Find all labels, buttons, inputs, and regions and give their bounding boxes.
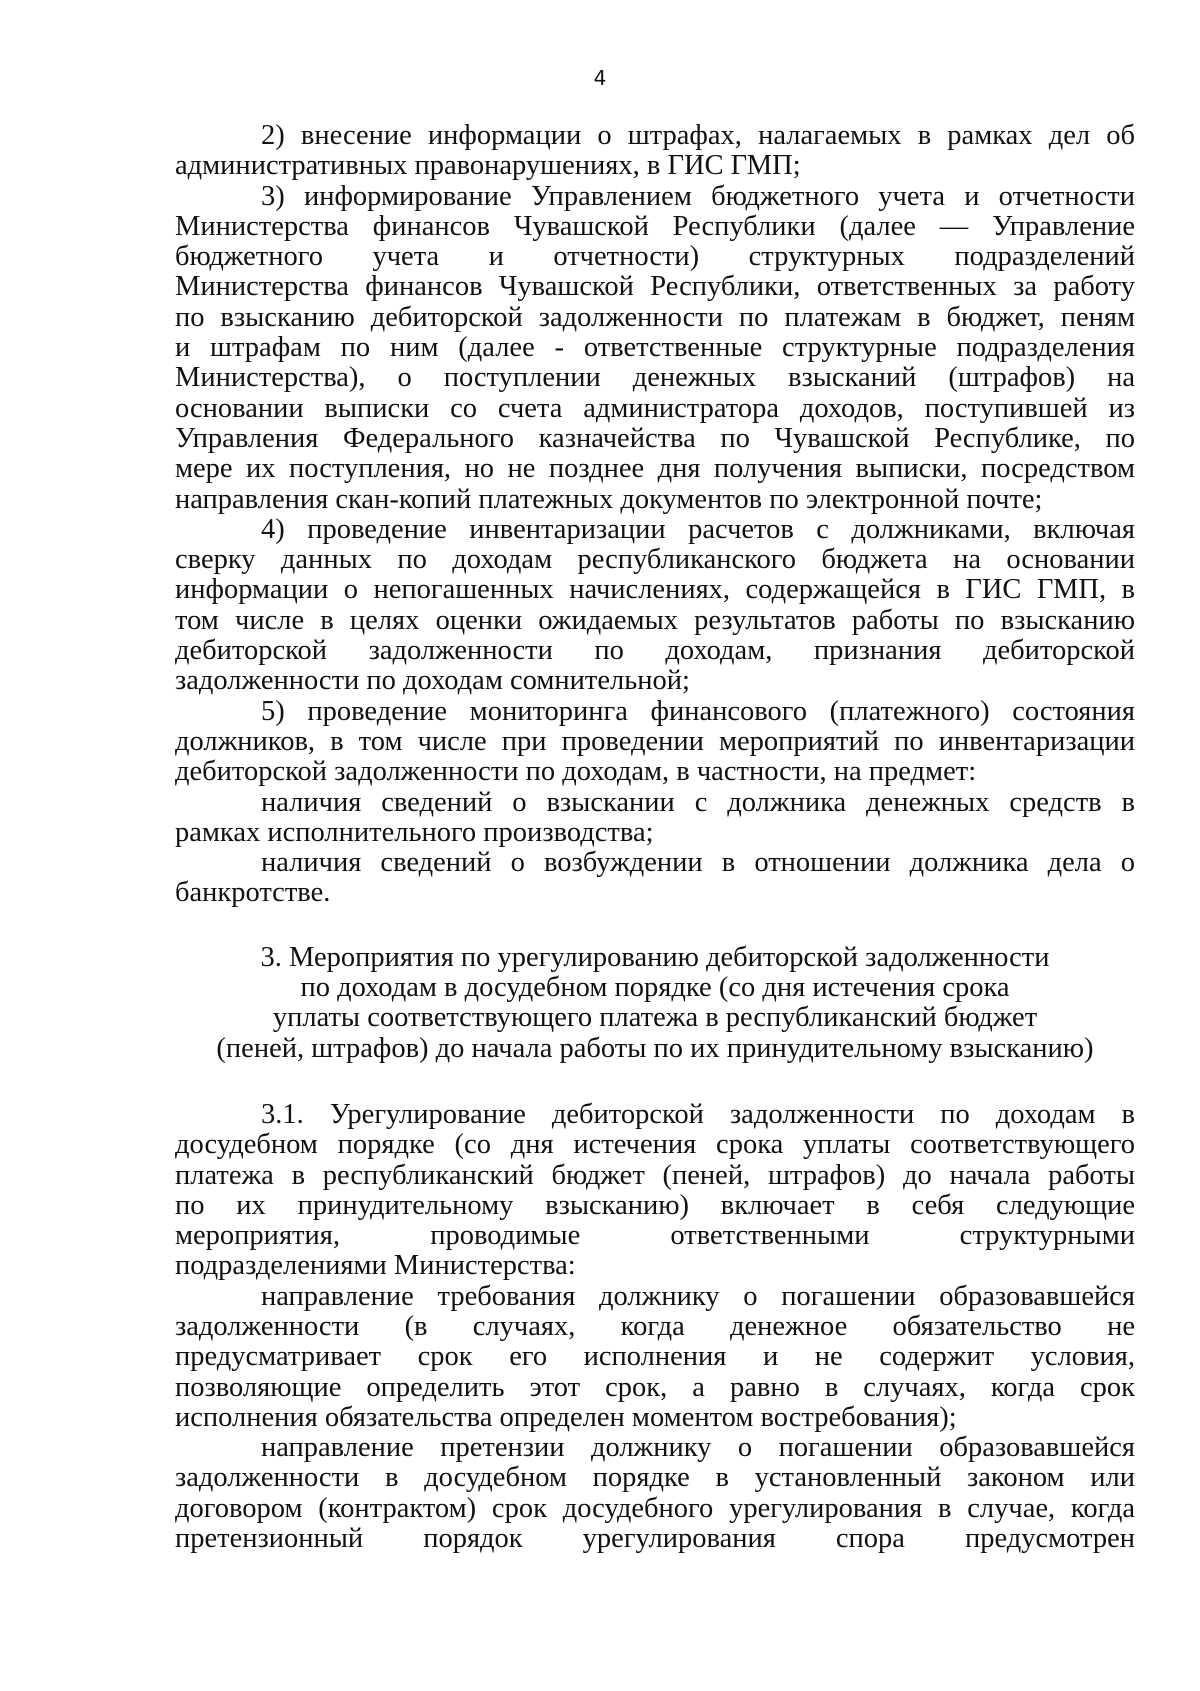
text-line: основании выписки со счета администратора доходов, поступившей из [175,392,1135,424]
text-line: дебиторской задолженности по доходам, в частности, на предмет: [175,756,977,788]
text-line: по их принудительному взысканию) включает в себя следующие [175,1189,1135,1221]
text-line: досудебном порядке (со дня истечения срока уплаты соответствующего [175,1129,1135,1161]
text-line: направления скан-копий платежных документов по электронной почте; [175,483,1043,515]
text-line: 2) внесение информации о штрафах, налагаемых в рамках дел об [261,120,1135,151]
text-line: претензионный порядок урегулирования спора предусмотрен [175,1523,1135,1555]
text-line: и штрафам по ним (далее - ответственные структурные подразделения [175,332,1135,364]
section-heading-line: уплаты соответствующего платежа в республиканский бюджет [272,1002,1038,1034]
text-line: предусматривает срок его исполнения и не содержит условия, [175,1341,1135,1373]
text-line: бюджетного учета и отчетности) структурных подразделений [175,241,1135,273]
text-line: том числе в целях оценки ожидаемых результатов работы по взысканию [175,604,1135,636]
text-line: мере их поступления, но не позднее дня получения выписки, посредством [175,453,1135,485]
text-line: сверку данных по доходам республиканского бюджета на основании [175,544,1135,576]
page-number: 4 [593,66,607,90]
text-line: Министерства), о поступлении денежных взысканий (штрафов) на [175,362,1135,394]
text-line: Министерства финансов Чувашской Республики, ответственных за работу [175,271,1135,303]
text-line: задолженности по доходам сомнительной; [175,665,690,697]
section-heading-line: 3. Мероприятия по урегулированию дебиторской задолженности [260,941,1050,973]
text-line: рамках исполнительного производства; [175,816,654,848]
text-line: должников, в том числе при проведении мероприятий по инвентаризации [175,725,1135,757]
text-line: подразделениями Министерства: [175,1250,576,1282]
text-line: дебиторской задолженности по доходам, признания дебиторской [175,635,1135,667]
text-line: исполнения обязательства определен моментом востребования); [175,1401,957,1433]
text-line: направление требования должнику о погашении образовавшейся [261,1280,1135,1312]
text-line: направление претензии должнику о погашении образовавшейся [261,1432,1135,1464]
section-heading-line: по доходам в досудебном порядке (со дня истечения срока [300,972,1010,1004]
text-line: мероприятия, проводимые ответственными структурными [175,1220,1135,1252]
text-line: Министерства финансов Чувашской Республики (далее — Управление [175,210,1135,242]
text-line: банкротстве. [175,877,331,909]
document-body [175,121,1135,1554]
text-line: задолженности (в случаях, когда денежное обязательство не [175,1310,1135,1342]
text-line: 5) проведение мониторинга финансового (платежного) состояния [261,695,1135,727]
text-line: платежа в республиканский бюджет (пеней, штрафов) до начала работы [175,1159,1135,1191]
text-line: информации о непогашенных начислениях, содержащейся в ГИС ГМП, в [175,574,1135,606]
text-line: 4) проведение инвентаризации расчетов с должниками, включая [261,513,1135,545]
text-line: 3.1. Урегулирование дебиторской задолженности по доходам в [261,1098,1135,1130]
text-line: Управления Федерального казначейства по Чувашской Республике, по [175,422,1135,454]
section-gap [175,1064,1135,1100]
text-line: по взысканию дебиторской задолженности по платежам в бюджет, пеням [175,301,1135,333]
text-line: наличия сведений о взыскании с должника денежных средств в [261,786,1135,818]
text-line: договором (контрактом) срок досудебного урегулирования в случае, когда [175,1492,1135,1524]
text-line: 3) информирование Управлением бюджетного учета и отчетности [261,180,1135,212]
text-line: позволяющие определить этот срок, а равно в случаях, когда срок [175,1371,1135,1403]
section-gap [175,909,1135,943]
text-line: задолженности в досудебном порядке в установленный законом или [175,1462,1135,1494]
text-line: административных правонарушениях, в ГИС ГМП; [175,150,801,182]
section-heading-line: (пеней, штрафов) до начала работы по их принудительному взысканию) [216,1032,1094,1064]
text-line: наличия сведений о возбуждении в отношении должника дела о [261,847,1135,879]
